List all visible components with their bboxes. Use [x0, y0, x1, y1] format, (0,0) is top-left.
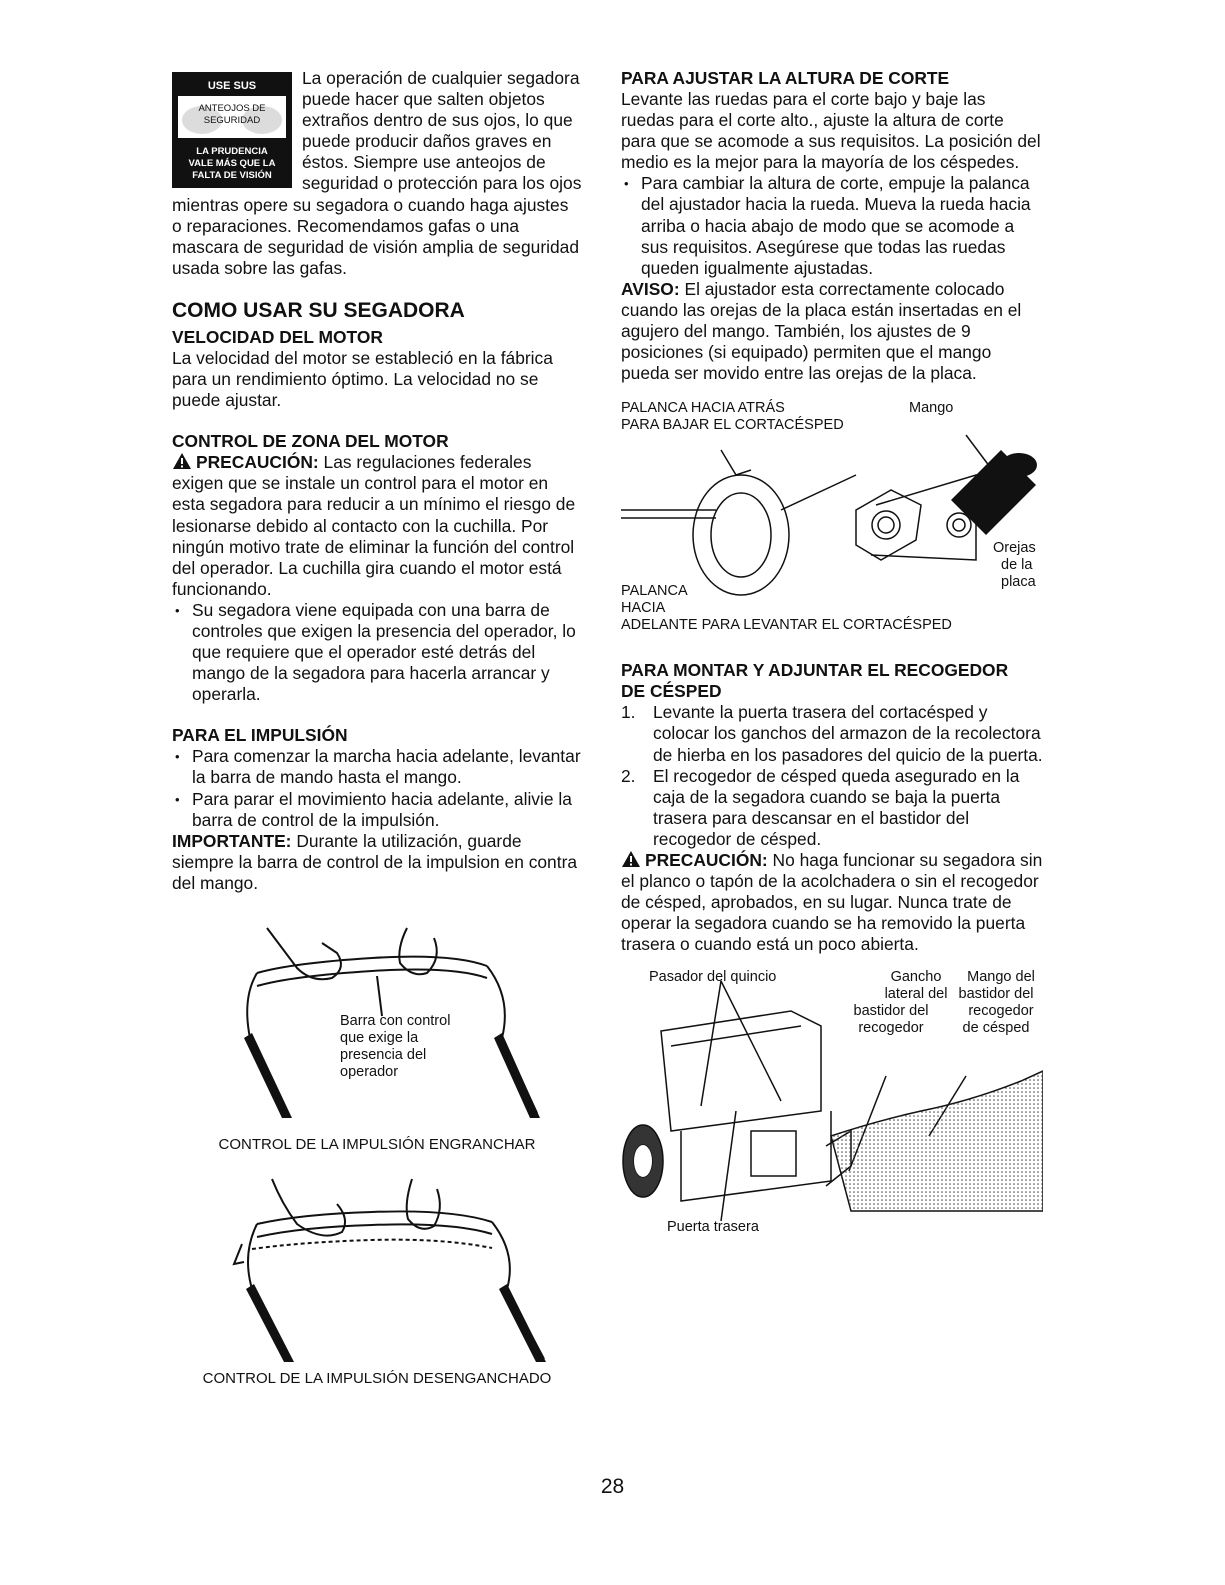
bag-title: PARA MONTAR Y ADJUNTAR EL RECOGEDOR DE CÉSPED: [621, 660, 1009, 702]
important-label: IMPORTANTE:: [172, 830, 292, 851]
fig3-orejas-line-1: Orejas: [993, 540, 1036, 557]
section-title: COMO USAR SU SEGADORA: [172, 298, 465, 322]
warning-icon: [172, 452, 192, 470]
zone-bullet: • Su segadora viene equipada con una barra de controles que exigen la presencia del operador, lo que requiere que el operador esté detrás del mango de la segadora para hacerla arrancar y operarla.: [172, 600, 582, 705]
bag-caution-text: No haga funcionar su segadora sin el planco o tapón de la acolchadera o sin el recogedor de césped, aprobados, en su lugar. Nunca trate de operar la segadora cuando se ha removido la puerta trasera o cuando está un poco abierta.: [621, 849, 1043, 955]
fig4-gancho-line-1: Gancho: [890, 969, 942, 986]
height-adjuster-illustration: [621, 430, 1043, 600]
fig2-caption: CONTROL DE LA IMPULSIÓN DESENGANCHADO: [202, 1370, 552, 1387]
zone-caution-paragraph: [172, 452, 582, 600]
fig1-label-line-3: presencia del: [340, 1047, 427, 1063]
fig4-gancho-line-3: bastidor del: [853, 1003, 929, 1020]
fig3-orejas-line-3: placa: [1001, 574, 1036, 591]
warning-icon: [621, 850, 641, 868]
badge-bottom-line-3: FALTA DE VISIÓN: [192, 170, 272, 181]
fig4-pasador: Pasador del quincio: [649, 969, 777, 986]
fig4-gancho-line-4: recogedor: [858, 1020, 924, 1037]
badge-top-text: USE SUS: [207, 80, 257, 92]
height-adjust-figure: [621, 400, 1043, 634]
bag-steps: [621, 702, 1043, 850]
bag-step-number: 1.: [621, 702, 636, 723]
fig1-label-line-4: operador: [340, 1064, 399, 1080]
bag-step: [621, 702, 1043, 765]
bag-caution-label: PRECAUCIÓN:: [645, 849, 768, 870]
badge-mid-line-1: ANTEOJOS DE: [198, 103, 266, 114]
height-text: Levante las ruedas para el corte bajo y baje las ruedas para el corte alto., ajuste la altura de corte para que se acomode a sus requisitos. La posición del medio es la mejor para la mayoría de los céspedes.: [621, 89, 1041, 173]
drive-disengage-figure: [172, 1164, 582, 1394]
height-bullet: • Para cambiar la altura de corte, empuje la palanca del ajustador hacia la rueda. Mueva la rueda hacia arriba o hacia abajo de modo que se acomode a sus requisitos. Asegúrese que todas las ruedas queden igualmente ajustadas.: [621, 173, 1043, 278]
zone-title: CONTROL DE ZONA DEL MOTOR: [172, 431, 449, 452]
fig3-palanca-line-2: HACIA: [621, 600, 666, 617]
speed-title: VELOCIDAD DEL MOTOR: [172, 326, 383, 347]
bag-caution-paragraph: [621, 850, 1043, 955]
fig4-mango-line-1: Mango del: [967, 969, 1035, 986]
bag-step: [621, 766, 1043, 850]
fig3-top-left-line-1: PALANCA HACIA ATRÁS: [621, 400, 785, 417]
drive-bullet: • Para parar el movimiento hacia adelante, alivie la barra de control de la impulsión.: [172, 789, 582, 831]
fig4-puerta: Puerta trasera: [667, 1219, 759, 1236]
bag-step-text: El recogedor de césped queda asegurado en la caja de la segadora cuando se baja la puerta trasera para descansar en el bastidor del recogedor de césped.: [653, 765, 1020, 849]
fig1-label-line-1: Barra con control: [340, 1013, 451, 1029]
fig4-mango-line-2: bastidor del: [958, 986, 1034, 1003]
height-title: PARA AJUSTAR LA ALTURA DE CORTE: [621, 68, 950, 88]
fig4-mango-line-3: recogedor: [968, 1003, 1034, 1020]
fig3-orejas-line-2: de la: [1001, 557, 1033, 574]
right-column: [621, 68, 1043, 1241]
zone-caution-text: Las regulaciones federales exigen que se instale un control para el motor en esta segadora para reducir a un mínimo el riesgo de lesionarse debido al contacto con la cuchilla. Por ningún motivo trate de eliminar la función del control del operador. La cuchilla gira cuando el motor está funcionando.: [172, 452, 576, 599]
fig3-mango: Mango: [909, 400, 954, 417]
fig3-top-left-line-2: PARA BAJAR EL CORTACÉSPED: [621, 417, 844, 434]
badge-bottom-line-2: VALE MÁS QUE LA: [188, 158, 276, 169]
fig3-bottom-caption: ADELANTE PARA LEVANTAR EL CORTACÉSPED: [621, 617, 952, 634]
drive-title: PARA EL IMPULSIÓN: [172, 725, 348, 746]
aviso-label: AVISO:: [621, 278, 680, 299]
fig1-label-line-2: que exige la: [340, 1030, 419, 1046]
aviso-text: El ajustador esta correctamente colocado cuando las orejas de la placa están insertadas en el agujero del mango. También, los ajustes de 9 posiciones (si equipado) permiten que el mango pueda ser movido entre las orejas de la placa.: [621, 278, 1022, 384]
fig4-mango-line-4: de césped: [962, 1020, 1030, 1037]
drive-bullet: • Para comenzar la marcha hacia adelante, levantar la barra de mando hasta el mango.: [172, 746, 582, 788]
eye-safety-paragraph: La operación de cualquier segadora puede hacer que salten objetos extraños dentro de sus ojos, lo que puede producir daños graves en éstos. Siempre use anteojos de seguridad o protección para los ojos mientras opere su segadora o cuando haga ajustes o reparaciones. Recomendamos gafas o una mascara de seguridad de visión amplia de seguridad usada sobre las gafas.: [172, 68, 582, 278]
page-number: 28: [600, 1475, 625, 1498]
safety-glasses-badge-icon: [172, 72, 292, 188]
important-paragraph: [172, 831, 582, 894]
fig1-caption: CONTROL DE LA IMPULSIÓN ENGRANCHAR: [218, 1136, 536, 1153]
fig4-gancho-line-2: lateral del: [884, 986, 948, 1003]
safety-glasses-badge: [172, 72, 292, 188]
badge-mid-line-2: SEGURIDAD: [203, 115, 261, 126]
speed-text: La velocidad del motor se estableció en la fábrica para un rendimiento óptimo. La velocidad no se puede ajustar.: [172, 347, 553, 411]
bag-step-number: 2.: [621, 765, 636, 786]
drive-bullet-list: [172, 746, 582, 830]
fig3-palanca-line-1: PALANCA: [621, 583, 688, 600]
badge-bottom-line-1: LA PRUDENCIA: [196, 146, 268, 157]
zone-caution-label: PRECAUCIÓN:: [196, 452, 319, 473]
drive-engage-figure: [172, 908, 582, 1158]
left-column: [172, 68, 582, 1394]
bag-step-text: Levante la puerta trasera del cortacésped y colocar los ganchos del armazon de la recolectora de hierba en los pasadores del quicio de la puerta.: [653, 702, 1043, 765]
important-text: Durante la utilización, guarde siempre la barra de control de la impulsion en contra del mango.: [172, 830, 578, 893]
handle-disengaged-illustration: [172, 1164, 582, 1364]
aviso-paragraph: [621, 279, 1043, 384]
grass-catcher-figure: [621, 971, 1043, 1241]
